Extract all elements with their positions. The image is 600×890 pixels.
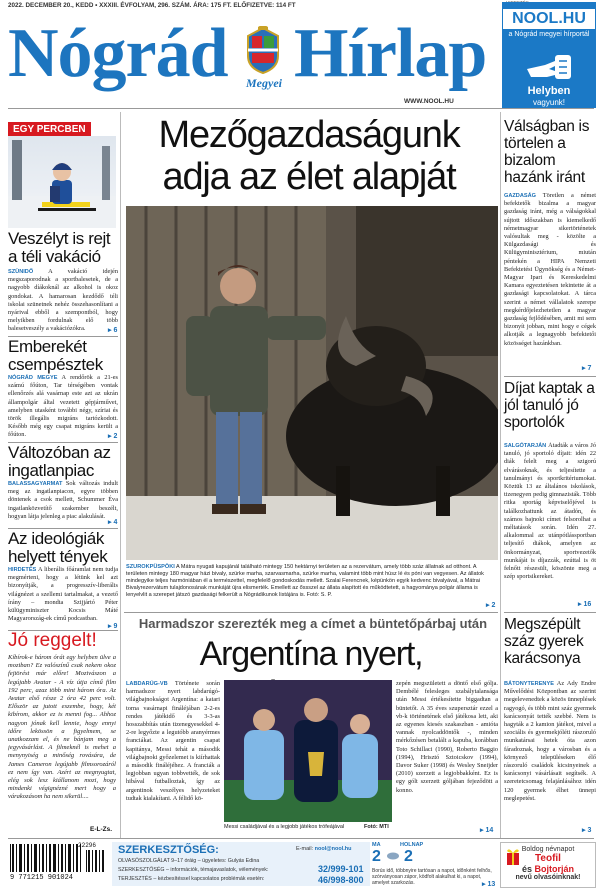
article-body xyxy=(504,680,596,826)
nameday-connector: és xyxy=(521,864,532,874)
article-text: A vakáció idején megszaporodnak a sportbalesetek, de a nagyobb díákoknál az alkohol is okoz gondokat. A hamarosan kezdődő téli iskolai szünetnek nehéz összehasonlítani a nyárival ebből a szempontból, hogy melyikben fordulnak elő több balesetveszély a vakációzókra. xyxy=(8,268,118,332)
worldcup-photo-caption: Messi családjával és a legjobb játékos trófeájával xyxy=(224,824,345,830)
article-text: Sok változás indult meg az ingatlanpiacon, egyre többen döntenek a csok mellett, Schummer Éva ingatlanközvetítő szakember beszélt, hogyan látja jelenleg a piac alakulását. xyxy=(8,480,118,520)
page-ref[interactable]: ▸ 2 xyxy=(486,602,496,609)
page-ref[interactable]: ▸ 2 xyxy=(108,433,118,440)
nameday-line1: Boldog névnapot xyxy=(521,846,575,853)
article-text: A rendőrök a 21-es számú főúton, Tar térségében vontak ellenőrzés alá vasárnap este azt az ukrán állampolgár által vezetett gépjárművet, amelyben utasként további négy, szíriai és török illegális migráns tartózkodott. Később még egy csapat migráns került a főúton. xyxy=(8,374,118,438)
masthead-title-right: Hírlap xyxy=(294,15,487,92)
article-tag: HIRDETÉS xyxy=(8,567,37,573)
article-title[interactable]: Az ideológiák helyett tények xyxy=(8,529,108,566)
ad-brand: NOOL.HU xyxy=(512,10,586,27)
crest-label: Megyei xyxy=(246,76,282,90)
editorial-line2: SZERKESZTŐSÉG – információk, témajavaslatok, vélemények: xyxy=(118,867,269,873)
editorial-line3: TERJESZTÉS – kézbesítéssel kapcsolatos problémák esetén: xyxy=(118,876,265,882)
sledding-child-photo xyxy=(8,136,116,228)
pointing-hand-icon xyxy=(525,51,573,83)
weather-box xyxy=(372,842,498,888)
nameday-line3: nevű olvasóinknak! xyxy=(515,874,581,881)
article-text: Töretlen a német befektetők bizalma a magyar gazdaság iránt, még a válságokkal sújtott időszakban is kiemelkedő németmagyar sikertörténetek valósultak meg - közölte a Külgazdasági és Külügyminisztérium, miután péntekén a HIPA Nemzeti Befektetési Ügynökség és a Német-Magyar Ipari és Kereskedelmi Kamara egyeztetésen tekintette át a gazdasági kapcsolatokat. A tárca szerint a német vállalatok szerepe megkérdőjelezhetetlen a magyar gazdaság fejlődésében, amit mi sem bizonyít jobban, mint hogy e cégek alkotják a legnagyobb befektetői közösséget hazánkban. xyxy=(504,192,596,347)
egy-percben-kicker: EGY PERCBEN xyxy=(8,122,91,137)
jo-reggelt-title: Jó reggelt! xyxy=(8,630,97,651)
weather-text: Borús idő, többnyire tartósan a napot, időnként felhős, szórványosan zápor, ködfolt alakulhat ki, a napot, amelyet szarkozás. xyxy=(372,868,492,886)
article-tag: LABDARÚG-VB xyxy=(126,681,168,687)
divider xyxy=(124,612,498,613)
ad-line1: Helyben xyxy=(527,85,571,97)
nameday-name2: Bojtorján xyxy=(534,864,575,874)
article-title[interactable]: Díjat kaptak a jól tanuló jó sportolók xyxy=(504,380,595,431)
gift-icon xyxy=(505,847,521,867)
main-headline[interactable] xyxy=(124,114,494,198)
ad-line2: vagyunk! xyxy=(532,98,566,107)
article-body xyxy=(504,442,596,602)
main-headline-line2: adja az élet alapját xyxy=(162,156,456,198)
article-body xyxy=(8,374,118,438)
article-title[interactable]: Emberekét csempésztek xyxy=(8,337,103,374)
farmer-with-buffalo-photo xyxy=(126,206,498,560)
column-rule xyxy=(120,112,121,838)
barcode-digits: 9 771215 901024 xyxy=(10,874,74,882)
article-text: A liberális főáramlat nem tudja megmérteni, hogy a létünk kel azt bizonyítják, a progresszív-liberális világnézet a szellemi tartalmakat, a vezető írány – mondta Szijjártó Péter külügyminiszter Kocsis Máté Magyarország-ek című podcastban. xyxy=(8,566,118,623)
site-url[interactable]: WWW.NOOL.HU xyxy=(404,98,454,105)
page-ref[interactable]: ▸ 16 xyxy=(578,601,592,608)
article-text: Átadták a város Jó tanuló, jó sportoló díjait: idén 22 diák felelt meg a szigorú elvárásoknak, és teljesítette a tanulmányi és sportkritériumokat. Köztük 13 az általános iskolások, tizenegyen pedig gimnazisták. Több ritka sportág képviselőjével is találkozhattunk az átadón, és számos bajnoki címet felsorolhat a méltatások során. Idén 27. alkalommal az utánpótlássportban teljesítő diákok, amelyen az önkormányzat, sportvezetők munkáját is díjazzák, ezúttal is öt felnőtt részesült, köszönte meg a szép sportsikereket. xyxy=(504,442,596,581)
page-ref[interactable]: ▸ 6 xyxy=(108,327,118,334)
article-body xyxy=(504,192,596,362)
editorial-line1: OLVASÓSZOLGÁLAT 9–17 óráig – ügyeletes: Gulyás Edina xyxy=(118,858,260,864)
caption-tag: SZUROKPÜSPÖKI xyxy=(126,564,175,570)
phone-1[interactable]: 32/999-101 xyxy=(318,864,364,874)
nool-advert[interactable] xyxy=(502,2,596,108)
editorial-title: SZERKESZTŐSÉG: xyxy=(118,844,219,856)
page-ref[interactable]: ▸ 4 xyxy=(108,519,118,526)
article-tag: SALGÓTARJÁN xyxy=(504,443,547,449)
dateline: 2022. DECEMBER 20., KEDD • XXXIII. ÉVFOLYAM, 296. SZÁM. ÁRA: 175 FT. ELŐFIZETVE: 114 FT xyxy=(8,2,296,9)
column-rule xyxy=(500,112,501,838)
email-address[interactable]: nool@nool.hu xyxy=(314,846,352,852)
worldcup-photo-credit: Fotó: MTI xyxy=(364,824,389,830)
weather-tomorrow-label: HOLNAP xyxy=(400,842,424,848)
page-ref[interactable]: ▸ 3 xyxy=(582,827,592,834)
caption-text: A Mátra nyugati kapujánál található mintegy 150 hektárnyi területen az a rezervátum, amely több száz állatnak ad otthont. A területen mintegy 180 magyar házi bivaly, szürke marha, szarvasmarha, szürke marha, valamint több mint húsz lé és póni van vegyesen. Az állatok mindegyike teljes harmóniában él a természettel, megfelelő gondoskodás mellett. Szalai Ferencnek, képünkön egyik kedvenc bivalyával, a Mátrai Bivalyrezervátum tulajdonosának munkáját újra elismerték. Emellett az őssszel az állata alapított és működtetett, a hagyománya polgár állama is lenyelvlit a szerepet játszó gazdasági felkerült a Nógrádikunok listájára is. Fotó: S. P. xyxy=(126,564,484,599)
jo-reggelt-author: E-L-Zs. xyxy=(90,826,113,833)
footer-divider xyxy=(8,838,594,839)
masthead-title-left: Nógrád xyxy=(8,15,228,92)
article-title[interactable]: Veszélyt is rejt a téli vakáció xyxy=(8,229,111,266)
worldcup-headline[interactable]: Argentína nyert, xyxy=(199,635,423,673)
email-label: E-mail: xyxy=(296,846,314,852)
nameday-box xyxy=(500,842,596,888)
article-tag: BALASSAGYARMAT xyxy=(8,481,63,487)
cloud-icon xyxy=(386,850,400,860)
weather-today-temp: 2 xyxy=(372,848,381,865)
article-title[interactable]: Megszépült száz gyerek karácsonya xyxy=(504,616,584,667)
article-title[interactable]: Változóban az ingatlanpiac xyxy=(8,443,111,480)
weather-tomorrow-temp: 2 xyxy=(404,848,413,865)
county-crest-icon xyxy=(244,26,282,74)
article-tag: SZÜNIDŐ xyxy=(8,269,34,275)
article-tag: NÓGRÁD MEGYE xyxy=(8,375,58,381)
main-headline-line1: Mezőgazdaságunk xyxy=(158,114,460,156)
weather-today-label: MA xyxy=(372,842,381,848)
article-tag: BÁTONYTERENYE xyxy=(504,681,554,687)
ad-tagline: a Nógrád megyei hírportál xyxy=(508,31,590,38)
page-ref[interactable]: ▸ 7 xyxy=(582,365,592,372)
sled-illustration xyxy=(8,136,116,228)
article-text: Az Ady Endre Művelődési Központban az szerint megelevenedtek a közös ünneplések ragyogó, és több mint száz gyermek karácsonyát tették szebbé. Nem is hagyták a 2 kamion játékot, mivel a szociális és gyermekjóléti rászoruló munkatársai hetek óta azon fáradoznak, hogy a városban és a környező településeken élő rászoruló családok kicsinyeinek a karácsonyi vásárlásait segítsék. A szeretetcsomag felajánlásához idén 120 gyermek élhet ünnepi meglepetést. xyxy=(504,680,596,802)
article-body xyxy=(8,566,118,624)
divider xyxy=(504,612,596,613)
messi-family-photo xyxy=(224,680,392,822)
celebration-scene xyxy=(224,680,392,822)
page-ref[interactable]: ▸ 13 xyxy=(482,881,496,888)
article-tag: GAZDASÁG xyxy=(504,193,537,199)
masthead[interactable] xyxy=(8,12,498,98)
masthead-divider xyxy=(8,108,594,109)
issue-code: 22296 xyxy=(78,842,97,849)
page-ref[interactable]: ▸ 14 xyxy=(480,827,494,834)
nameday-name1: Teofil xyxy=(535,853,561,864)
article-body xyxy=(8,268,118,332)
article-body xyxy=(8,480,118,528)
phone-2[interactable]: 46/998-800 xyxy=(318,875,364,885)
jo-reggelt-body: Kíbírok-e három órát egy helyben ülve a moziban? Ez valószínű csak nekem okoz fejtörést már előre! Mozivászon a legújabb Avatar - A víz útja című film 192 perc, azaz több mint három óra. Az Avatar első része 2 óra 42 perc volt. Először az jutott eszembe, hogy, két kibírom, akkor ez is menni fog... Ahhoz nagyon jónak kell lennie, hogy ennyi időre lekössön a figyelmem, se unatkozzam el, és ne bánjam meg a jegyvásárlást. A filmeknél is mehet a menynyiség a minőség rovására, de James Cameron legújabb filmsorozáról ez nem így van. Azért az megnyugtat, elég sok lesz kiállanom mozi, hogy mindenki végignézné mert hogy a várakozásom ha nem sikerül.... xyxy=(8,654,116,801)
email-row[interactable] xyxy=(296,846,351,852)
main-photo-caption xyxy=(126,564,498,599)
article-text: Története során harmadszor nyert labdarúgó-világbajnokságot Argentína: a katari torna vasárnapi fináléjában 2-2-es rendes játékidő és 3-3-as hosszabbítás után tizenegyesekkel 4-2-re legyőzte a legutóbb aranyérmes franciákat. Az argentin csapat kapitánya, Messi tehát a második világbajnoki győzelemet is kiírhattak a második fináléjéhez. A franciák a legjobban ugyan tobbvették, de sok hibával futballoztak, így az argentinok veszélyes helyzeteket tudtak kialakítani. A félidő kö- xyxy=(126,680,220,802)
worldcup-subhead: Harmadszor szerezték meg a címet a büntetőpárbaj után xyxy=(138,616,488,631)
worldcup-body-col1 xyxy=(126,680,220,832)
article-title[interactable]: Válságban is törtelen a bizalom hazánk iránt xyxy=(504,118,590,186)
divider xyxy=(504,376,596,377)
worldcup-body-col3: zepén megszületett a döntő első gólja. Dembélé felesleges szabálytalansága után Messi értékesítette biggadtan a büntetőt. A 35 éves szupersztár ezzel a vb-k történetének első játékosa lett, aki az egyenes kiesés szakaszban - amióta vannak nyolcaddöntők -, minden mérkőzésen betalált a kapuba, korábban Toto Schillaci (1990), Roberto Baggio (1994), Hrisztó Sztoicskov (1994), Davor Suker (1998) és Wesley Sneijder (2010) szerzett a legjobbakként. Ez is egy gólt szerzett góljában fejeződött a konno. xyxy=(396,680,498,794)
buffalo-scene xyxy=(126,206,498,560)
page-ref[interactable]: ▸ 9 xyxy=(108,623,118,630)
